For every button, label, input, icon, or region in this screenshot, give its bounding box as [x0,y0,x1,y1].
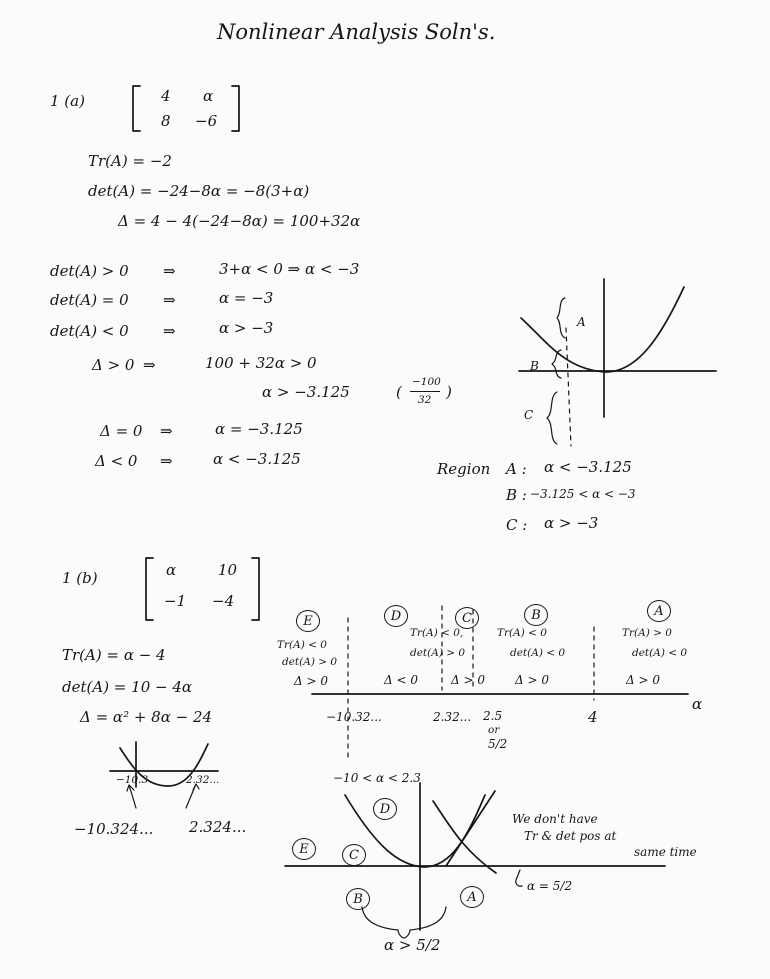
matrix-a-22: −6 [195,112,218,130]
case-3-rhs: α > −3 [219,319,274,337]
delta-zero-arrow: ⇒ [160,422,173,440]
frac-close-paren: ) [446,383,452,401]
part-a-label: 1 (a) [50,92,85,110]
tag-d: D [384,605,408,627]
delta-a: Δ = 4 − 4(−24−8α) = 100+32α [118,212,361,230]
det-a: det(A) = −24−8α = −8(3+α) [88,182,310,200]
small-root-left: −10.3 [116,774,149,786]
matrix-b-21: −1 [164,592,187,610]
graph-tag-c: C [342,844,366,866]
det-b: det(A) = 10 − 4α [62,678,193,696]
delta-zero-lhs: Δ = 0 [100,422,143,440]
case-1-lhs: det(A) > 0 [50,262,129,280]
sketch-a-label-a: A [577,315,586,329]
delta-pos-arrow: ⇒ [143,356,156,374]
matrix-a-11: 4 [161,87,171,105]
matrix-b-right-bracket [252,558,259,620]
tag-b: B [524,604,548,626]
graph-tag-d: D [373,798,397,820]
tag-a: A [647,600,671,622]
tag-e: E [296,610,320,632]
region-c-cond: α > −3 [544,514,599,532]
tick-4: 4 [588,708,598,726]
tag-c: C [455,607,479,629]
matrix-b-left-bracket [146,558,153,620]
tick-2-5: 2.5 [483,709,503,723]
region-a-tr: Tr(A) > 0 [622,627,672,639]
region-b-tr: Tr(A) < 0 [497,627,547,639]
region-b-disc: Δ > 0 [515,673,549,687]
graph-tag-a: A [460,886,484,908]
region-c-det: det(A) > 0 [410,647,466,659]
note-line-3: same time [634,845,697,859]
graph-b [285,783,665,938]
matrix-b-12: 10 [218,561,238,579]
tick-or: or [488,724,500,736]
delta-neg-rhs: α < −3.125 [213,450,301,468]
delta-zero-rhs: α = −3.125 [215,420,303,438]
graph-tag-e: E [292,838,316,860]
page-title: Nonlinear Analysis Soln's. [217,20,496,44]
region-a-det: det(A) < 0 [632,647,688,659]
delta-neg-arrow: ⇒ [160,452,173,470]
trace-a: Tr(A) = −2 [88,152,172,170]
tick-five-halves: 5/2 [488,737,508,751]
sketch-a [519,279,716,446]
case-3-arrow: ⇒ [163,322,176,340]
delta-b: Δ = α² + 8α − 24 [80,708,213,726]
region-b-name: B : [506,486,527,504]
note-line-2: Tr & det pos at [524,829,617,843]
region-a-name: A : [506,460,527,478]
frac-open-paren: ( [396,383,402,401]
matrix-b-22: −4 [212,592,235,610]
frac-numerator: −100 [412,376,441,388]
region-c-tr: Tr(A) < 0, [410,627,464,639]
region-a-cond: α < −3.125 [544,458,632,476]
matrix-b-11: α [166,561,177,579]
graph-tag-b: B [346,888,370,910]
matrix-a-21: 8 [161,112,171,130]
region-c-disc: Δ > 0 [451,673,485,687]
tick-neg-10-32: −10.32... [326,710,382,724]
trace-b: Tr(A) = α − 4 [62,646,166,664]
region-e-det: det(A) > 0 [282,656,338,668]
sketch-a-label-b: B [530,359,539,373]
small-root-right: 2.32... [186,774,220,786]
alpha-eq-label: α = 5/2 [527,879,573,893]
region-b-cond: −3.125 < α < −3 [530,487,636,501]
region-c-name: C : [506,516,528,534]
note-line-1: We don't have [512,812,598,826]
tick-2-32: 2.32... [433,710,472,724]
root-right: 2.324... [189,818,247,836]
region-b-det: det(A) < 0 [510,647,566,659]
delta-pos-rhs: 100 + 32α > 0 [205,354,317,372]
frac-bar [410,391,440,392]
region-e-tr: Tr(A) < 0 [277,639,327,651]
frac-denominator: 32 [418,394,432,406]
region-e-disc: Δ > 0 [294,674,328,688]
case-1-arrow: ⇒ [163,262,176,280]
regions-intro: Region [437,460,491,478]
sketch-a-label-c: C [524,408,534,422]
part-b-label: 1 (b) [62,569,98,587]
axis-variable: α [692,695,703,713]
region-a-disc: Δ > 0 [626,673,660,687]
matrix-a-right-bracket [232,86,239,131]
delta-pos-result: α > −3.125 [262,383,350,401]
case-1-rhs: 3+α < 0 ⇒ α < −3 [219,260,360,278]
delta-pos-lhs: Δ > 0 [92,356,135,374]
interval-label: −10 < α < 2.3 [333,771,421,785]
region-d-disc: Δ < 0 [384,673,418,687]
case-2-rhs: α = −3 [219,289,274,307]
matrix-a-12: α [203,87,214,105]
case-2-arrow: ⇒ [163,291,176,309]
delta-neg-lhs: Δ < 0 [95,452,138,470]
case-3-lhs: det(A) < 0 [50,322,129,340]
alpha-gt-label: α > 5/2 [384,936,441,954]
root-left: −10.324... [74,820,154,838]
case-2-lhs: det(A) = 0 [50,291,129,309]
matrix-a-left-bracket [133,86,140,131]
